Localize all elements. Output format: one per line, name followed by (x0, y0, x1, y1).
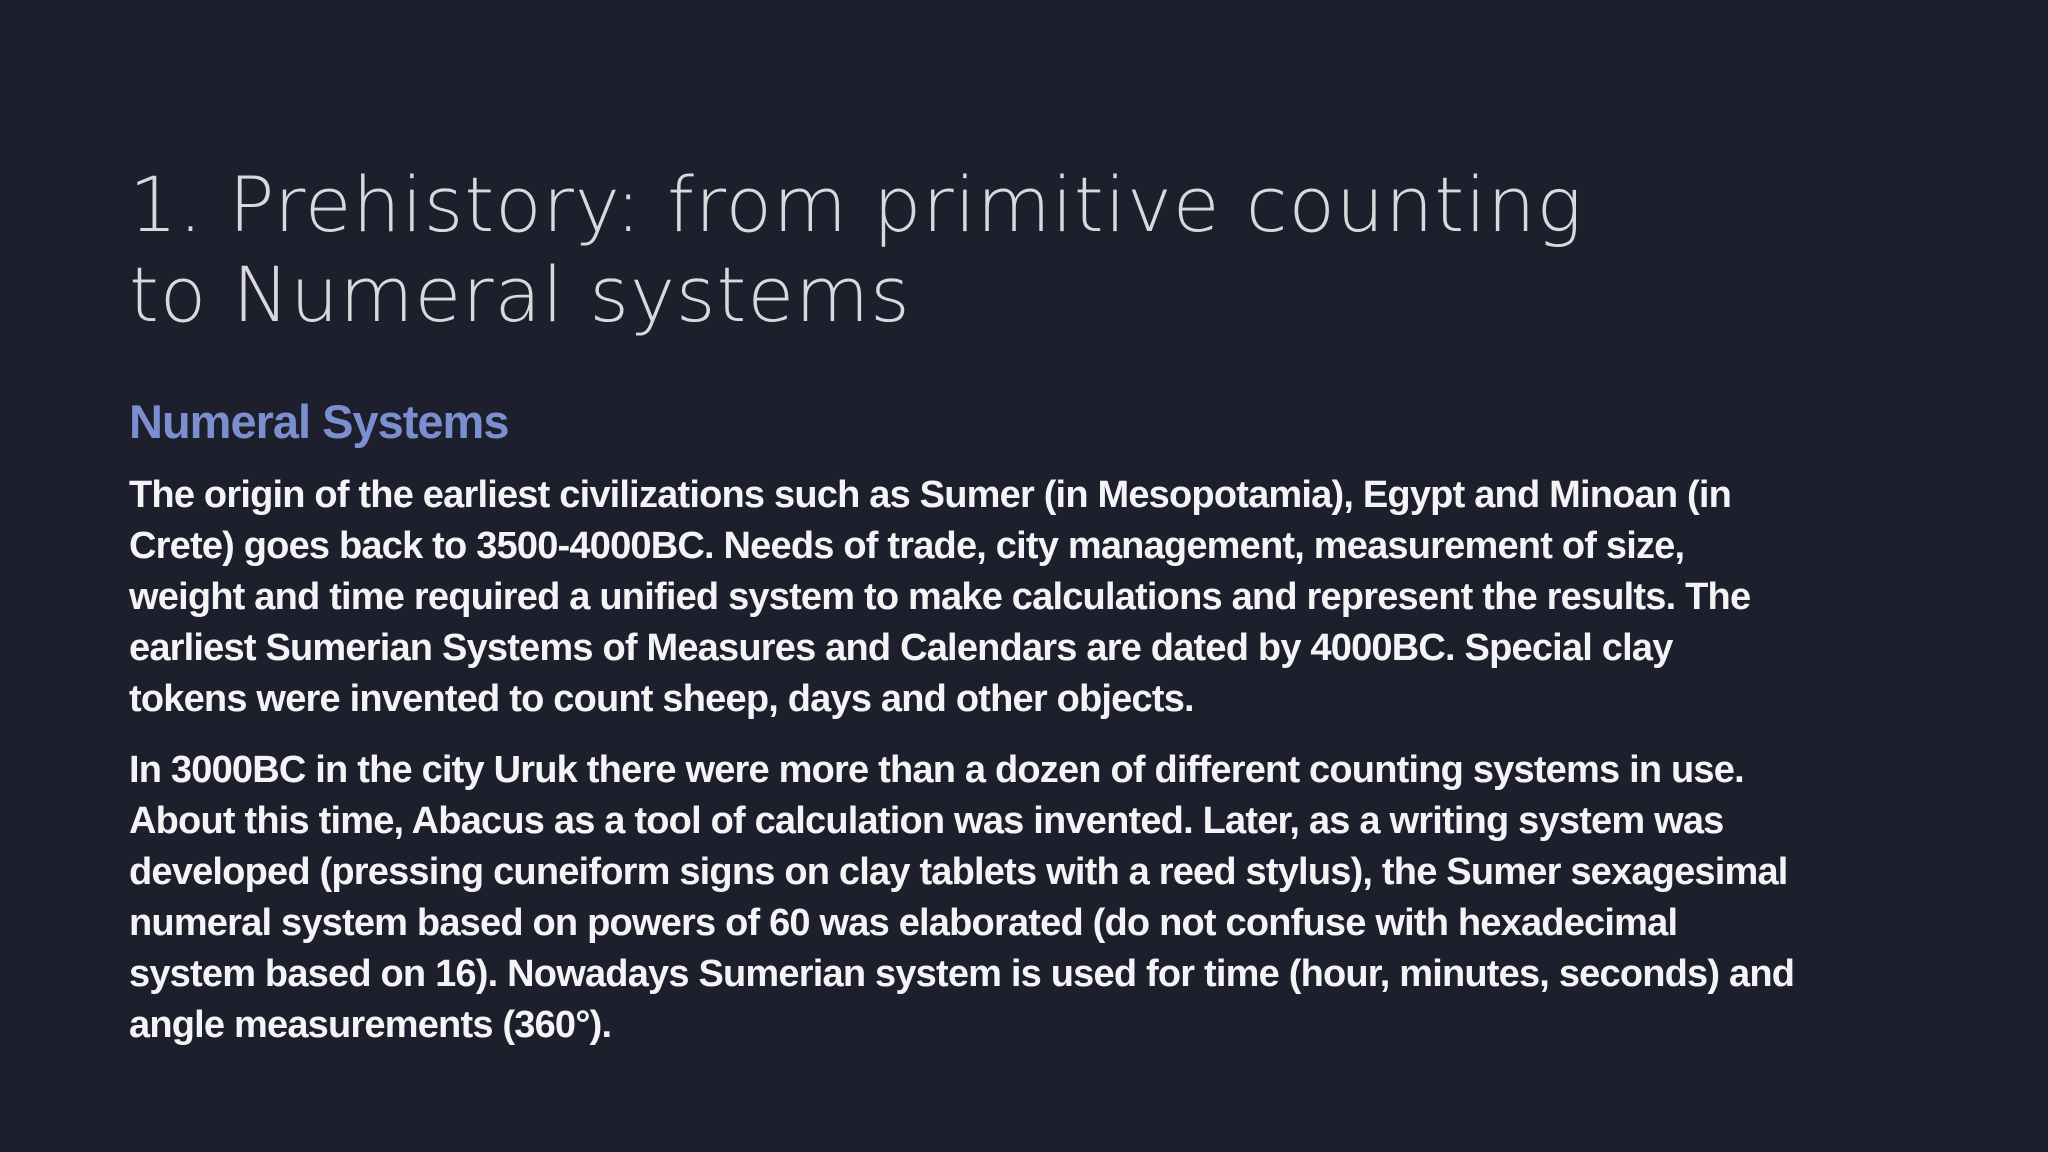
paragraph-line: numeral system based on powers of 60 was elaborated (do not confuse with hexadecimal (129, 902, 1678, 944)
paragraph-line: The origin of the earliest civilizations such as Sumer (in Mesopotamia), Egypt and Minoan (in (129, 474, 1732, 516)
paragraph-line: system based on 16). Nowadays Sumerian system is used for time (hour, minutes, seconds) and (129, 953, 1795, 995)
paragraph-line: Crete) goes back to 3500-4000BC. Needs of trade, city management, measurement of size, (129, 525, 1685, 567)
slide-title (129, 160, 1919, 340)
paragraph-uruk (129, 745, 1919, 1051)
paragraph-line: earliest Sumerian Systems of Measures and Calendars are dated by 4000BC. Special clay (129, 627, 1673, 669)
paragraph-line: weight and time required a unified system to make calculations and represent the results. The (129, 576, 1751, 618)
slide-title-line: 1. Prehistory: from primitive counting (129, 160, 1584, 249)
slide-title-line: to Numeral systems (129, 250, 911, 339)
slide-content (129, 160, 1919, 1051)
paragraph-line: About this time, Abacus as a tool of calculation was invented. Later, as a writing system was (129, 800, 1724, 842)
paragraph-line: tokens were invented to count sheep, days and other objects. (129, 678, 1194, 720)
paragraph-line: In 3000BC in the city Uruk there were more than a dozen of different counting systems in use. (129, 749, 1744, 791)
section-heading: Numeral Systems (129, 395, 509, 448)
paragraph-line: developed (pressing cuneiform signs on clay tablets with a reed stylus), the Sumer sexagesimal (129, 851, 1788, 893)
paragraph-origins (129, 470, 1919, 725)
paragraph-line: angle measurements (360°). (129, 1004, 612, 1046)
